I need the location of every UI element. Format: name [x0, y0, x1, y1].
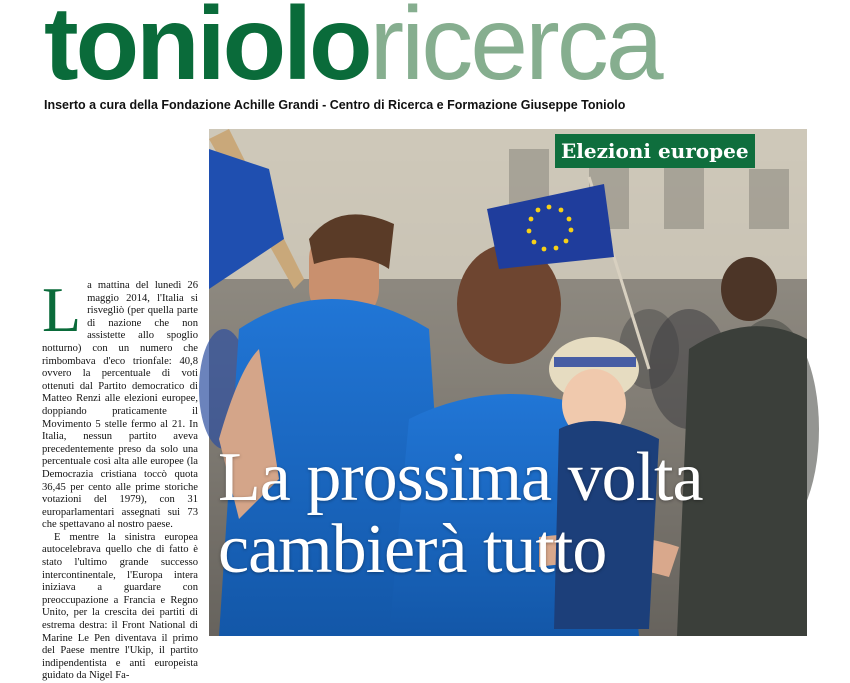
article-paragraph-1: a mattina del lunedì 26 maggio 2014, l'Italia si risvegliò (per quella parte di nazione che non assistette allo spoglio notturno) con un numero che rimbombava d'eco trionfale: 40,8 ovvero la percentuale di voti ottenuti dal Partito democratico di Matteo Renzi alle elezioni europee, doppiando praticamente il Movimento 5 stelle fermo al 21. In Italia, nessun partito aveva precedentemente preso da solo una percentuale così alta alle europee (la Democrazia cristiana toccò quota 36,45 per cento alle prime storiche votazioni del 1979), con 31 europarlamentari assegnati sui 73 che spettavano al nostro paese.	[42, 280, 198, 531]
headline-line-1: La prossima volta	[218, 439, 703, 516]
masthead-subtitle: Inserto a cura della Fondazione Achille Grandi - Centro di Ricerca e Formazione Giuseppe Toniolo	[44, 98, 626, 112]
article-paragraph-2: E mentre la sinistra europea autocelebrava quello che di fatto è stato l'ultimo grande successo intercontinentale, l'Europa intera iniziava a guardare con preoccupazione a Francia e Regno Unito, per la crescita dei partiti di estrema destra: il Front National di Marine Le Pen diventava il primo del Paese mentre l'Ukip, il partito indipendentista e anti europeista guidato da Nigel Fa-	[42, 531, 198, 682]
article-column	[42, 274, 198, 682]
brand-ricerca: ricerca	[369, 0, 661, 102]
masthead-logo	[44, 0, 661, 102]
headline-line-2: cambierà tutto	[218, 511, 607, 588]
section-label: Elezioni europee	[555, 134, 755, 168]
brand-toniolo: toniolo	[44, 0, 370, 102]
dropcap: L	[42, 274, 82, 345]
headline	[218, 439, 808, 588]
